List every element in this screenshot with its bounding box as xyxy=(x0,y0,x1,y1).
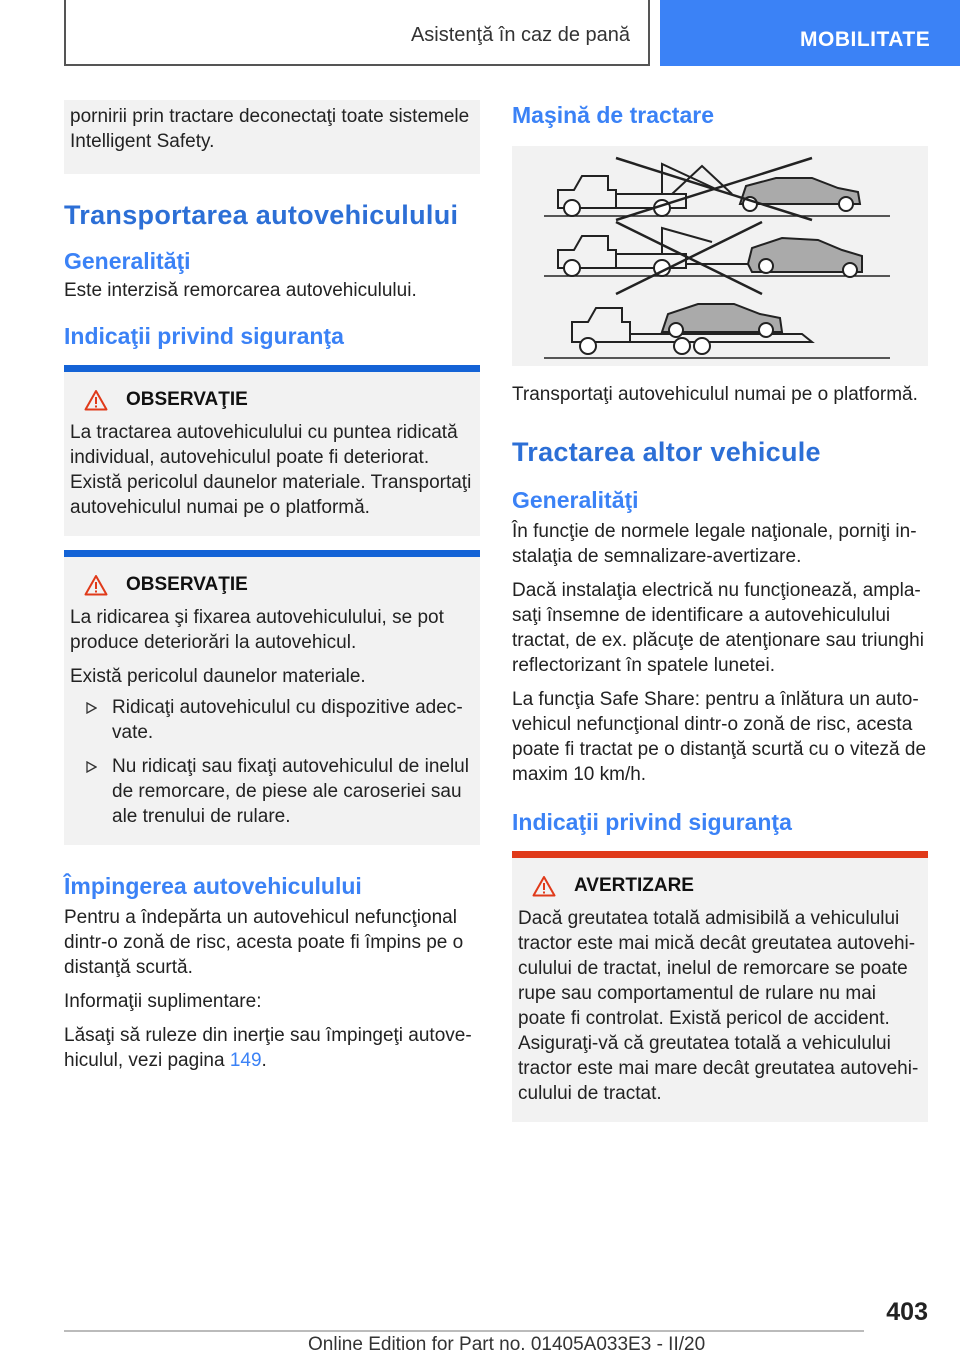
note-header xyxy=(70,571,474,599)
push-text: Informaţii suplimentare: xyxy=(64,991,262,1012)
bullet-triangle-icon xyxy=(86,702,97,714)
subheading-general: Generalităţi xyxy=(64,248,191,274)
list-item xyxy=(70,754,474,829)
general-text: Dacă instalaţia electrică nu funcţionează, amplasaţi însemne de identificare a autovehiculului tractat, de ex. plăcuţe de atenţionare sau triunghi reflectorizant în spatele lunetei. xyxy=(512,580,924,676)
footer-divider xyxy=(64,1330,864,1332)
note-title: OBSERVAŢIE xyxy=(126,389,248,410)
heading-transport: Transportarea autovehiculului xyxy=(64,200,459,230)
general-text: Este interzisă remorcarea autovehiculului. xyxy=(64,280,417,301)
figure-caption: Transportaţi autovehiculul numai pe o platformă. xyxy=(512,384,918,405)
subheading-general: Generalităţi xyxy=(512,487,639,513)
push-reference-end: . xyxy=(261,1050,267,1071)
general-text: La funcţia Safe Share: pentru a înlătura un autovehicul nefuncţional dintr-o zonă de risc, acesta poate fi tractat pe o distanţă scurtă cu o viteză de maxim 10 km/h. xyxy=(512,689,927,785)
warning-triangle-icon xyxy=(532,875,556,897)
footer-edition: Online Edition for Part no. 01405A033E3 - II/20 xyxy=(308,1334,706,1355)
towing-illustration xyxy=(512,146,928,366)
note-text: La tractarea autovehiculului cu puntea ridicată individual, autovehiculul poate fi deteriorat. Există pericolul daunelor materiale. Transportaţi autovehiculul numai pe o platformă. xyxy=(70,422,472,518)
towing-diagram xyxy=(512,146,928,366)
subheading-push: Împingerea autovehiculului xyxy=(64,873,362,899)
note-bullet-list xyxy=(70,695,474,829)
page-number: 403 xyxy=(886,1298,928,1326)
general-text: În funcţie de normele legale naţionale, porniţi instalaţia de semnalizare-avertizare. xyxy=(512,521,917,567)
intro-text: pornirii prin tractare deconectaţi toate sistemele Intelligent Safety. xyxy=(70,106,470,152)
subheading-safety: Indicaţii privind siguranţa xyxy=(512,809,792,835)
push-text: Pentru a îndepărta un autovehicul nefuncţional dintr-o zonă de risc, acesta poate fi împins pe o distanţă scurtă. xyxy=(64,907,464,978)
list-item xyxy=(70,695,474,745)
subheading-tow-vehicle: Maşină de tractare xyxy=(512,102,714,128)
warning-title: AVERTIZARE xyxy=(574,875,694,896)
chapter-title: MOBILITATE xyxy=(800,28,931,51)
push-reference-text: Lăsaţi să ruleze din inerţie sau împingeţi autovehiculul, vezi pagina xyxy=(64,1025,472,1071)
note-text: La ridicarea şi fixarea autovehiculului, se pot produce deteriorări la autovehicul. xyxy=(70,607,444,653)
intro-box xyxy=(64,100,480,174)
right-column xyxy=(512,100,928,1122)
note-box-2 xyxy=(64,550,480,845)
warning-box xyxy=(512,851,928,1122)
note-title: OBSERVAŢIE xyxy=(126,574,248,595)
warning-triangle-icon xyxy=(84,574,108,596)
header-section-frame xyxy=(64,0,650,66)
note-header xyxy=(70,386,474,414)
warning-header xyxy=(518,872,922,900)
heading-tow-others: Tractarea altor vehicule xyxy=(512,437,821,467)
note-box-1 xyxy=(64,365,480,536)
chapter-tab xyxy=(660,0,960,66)
page-link[interactable]: 149 xyxy=(229,1050,262,1071)
left-column xyxy=(64,100,480,1073)
warning-triangle-icon xyxy=(84,389,108,411)
bullet-text: Ridicaţi autovehiculul cu dispozitive adecvate. xyxy=(112,697,463,743)
push-reference xyxy=(64,1023,480,1073)
warning-text: Dacă greutatea totală admisibilă a vehiculului tractor este mai mică decât greutatea autovehiculului de tractat, inelul de remorcare se poate rupe sau comportamentul de rulare nu mai poate fi controlat. Există pericol de accident. Asiguraţi-vă că greutatea totală a vehiculului tractor este mai mare decât greutatea autovehiculului de tractat. xyxy=(518,908,919,1104)
page-header xyxy=(0,0,960,66)
note-text: Există pericolul daunelor materiale. xyxy=(70,666,366,687)
bullet-triangle-icon xyxy=(86,761,97,773)
subheading-safety: Indicaţii privind siguranţa xyxy=(64,323,344,349)
bullet-text: Nu ridicaţi sau fixaţi autovehiculul de inelul de remorcare, de piese ale caroseriei sau ale trenului de rulare. xyxy=(112,756,469,827)
section-title: Asistenţă în caz de pană xyxy=(410,24,630,46)
